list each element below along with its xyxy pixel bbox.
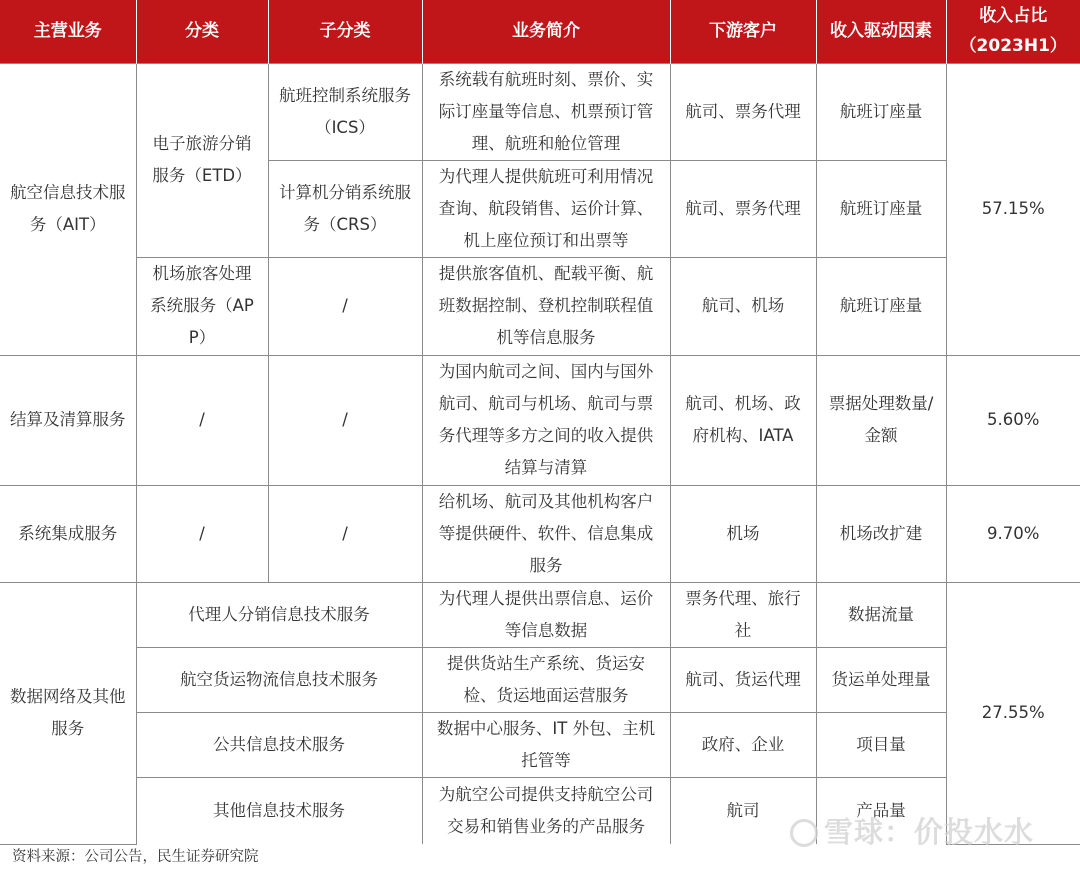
- subcategory-cell: /: [268, 257, 422, 355]
- main-business-cell: 结算及清算服务: [0, 355, 136, 485]
- revenue-share-cell: 9.70%: [946, 485, 1080, 582]
- customers-cell: 航司、机场: [670, 257, 816, 355]
- table-row: [0, 712, 1080, 777]
- category-cell: /: [136, 355, 268, 485]
- customers-cell: 航司、机场、政府机构、IATA: [670, 355, 816, 485]
- category-cell: 机场旅客处理系统服务（APP）: [136, 257, 268, 355]
- drivers-cell: 货运单处理量: [816, 647, 946, 712]
- category-cell: 公共信息技术服务: [136, 712, 422, 777]
- intro-cell: 为国内航司之间、国内与国外航司、航司与机场、航司与票务代理等多方之间的收入提供结算与清算: [422, 355, 670, 485]
- category-cell: 其他信息技术服务: [136, 777, 422, 844]
- intro-cell: 为代理人提供出票信息、运价等信息数据: [422, 582, 670, 647]
- header-main-business: 主营业务: [0, 0, 136, 63]
- header-share-period: （2023H1）: [959, 36, 1067, 57]
- revenue-share-cell: 5.60%: [946, 355, 1080, 485]
- table-row: [0, 257, 1080, 355]
- main-business-cell: 数据网络及其他服务: [0, 582, 136, 844]
- header-category: 分类: [136, 0, 268, 63]
- category-cell: /: [136, 485, 268, 582]
- customers-cell: 票务代理、旅行社: [670, 582, 816, 647]
- table-row: [0, 355, 1080, 485]
- customers-cell: 航司、货运代理: [670, 647, 816, 712]
- drivers-cell: 票据处理数量/金额: [816, 355, 946, 485]
- subcategory-cell: /: [268, 485, 422, 582]
- subcategory-cell: 计算机分销系统服务（CRS）: [268, 160, 422, 257]
- customers-cell: 航司、票务代理: [670, 63, 816, 160]
- drivers-cell: 航班订座量: [816, 257, 946, 355]
- intro-cell: 数据中心服务、IT 外包、主机托管等: [422, 712, 670, 777]
- intro-cell: 提供货站生产系统、货运安检、货运地面运营服务: [422, 647, 670, 712]
- snowball-logo-icon: [790, 819, 818, 847]
- intro-cell: 为航空公司提供支持航空公司交易和销售业务的产品服务: [422, 777, 670, 844]
- drivers-cell: 产品量: [816, 777, 946, 844]
- drivers-cell: 数据流量: [816, 582, 946, 647]
- subcategory-cell: 航班控制系统服务（ICS）: [268, 63, 422, 160]
- source-note: 资料来源：公司公告，民生证券研究院: [12, 849, 259, 865]
- table-row: [0, 582, 1080, 647]
- main-business-cell: 航空信息技术服务（AIT）: [0, 63, 136, 355]
- main-business-cell: 系统集成服务: [0, 485, 136, 582]
- revenue-share-cell: 27.55%: [946, 582, 1080, 844]
- intro-cell: 系统载有航班时刻、票价、实际订座量等信息、机票预订管理、航班和舱位管理: [422, 63, 670, 160]
- drivers-cell: 航班订座量: [816, 63, 946, 160]
- header-subcategory: 子分类: [268, 0, 422, 63]
- table-row: [0, 63, 1080, 160]
- header-downstream-customers: 下游客户: [670, 0, 816, 63]
- header-revenue-drivers: 收入驱动因素: [816, 0, 946, 63]
- drivers-cell: 机场改扩建: [816, 485, 946, 582]
- header-revenue-share: [946, 0, 1080, 63]
- category-cell: 电子旅游分销服务（ETD）: [136, 63, 268, 257]
- intro-cell: 为代理人提供航班可利用情况查询、航段销售、运价计算、机上座位预订和出票等: [422, 160, 670, 257]
- revenue-share-cell: 57.15%: [946, 63, 1080, 355]
- customers-cell: 航司、票务代理: [670, 160, 816, 257]
- customers-cell: 机场: [670, 485, 816, 582]
- intro-cell: 给机场、航司及其他机构客户等提供硬件、软件、信息集成服务: [422, 485, 670, 582]
- table-row: [0, 485, 1080, 582]
- watermark-text: 雪球：价投水水: [824, 815, 1035, 849]
- header-row: [0, 0, 1080, 63]
- watermark: [790, 812, 1034, 852]
- subcategory-cell: /: [268, 355, 422, 485]
- header-business-intro: 业务简介: [422, 0, 670, 63]
- customers-cell: 航司: [670, 777, 816, 844]
- drivers-cell: 航班订座量: [816, 160, 946, 257]
- drivers-cell: 项目量: [816, 712, 946, 777]
- category-cell: 航空货运物流信息技术服务: [136, 647, 422, 712]
- customers-cell: 政府、企业: [670, 712, 816, 777]
- header-share-title: 收入占比: [979, 6, 1048, 27]
- intro-cell: 提供旅客值机、配载平衡、航班数据控制、登机控制联程值机等信息服务: [422, 257, 670, 355]
- table-row: [0, 647, 1080, 712]
- category-cell: 代理人分销信息技术服务: [136, 582, 422, 647]
